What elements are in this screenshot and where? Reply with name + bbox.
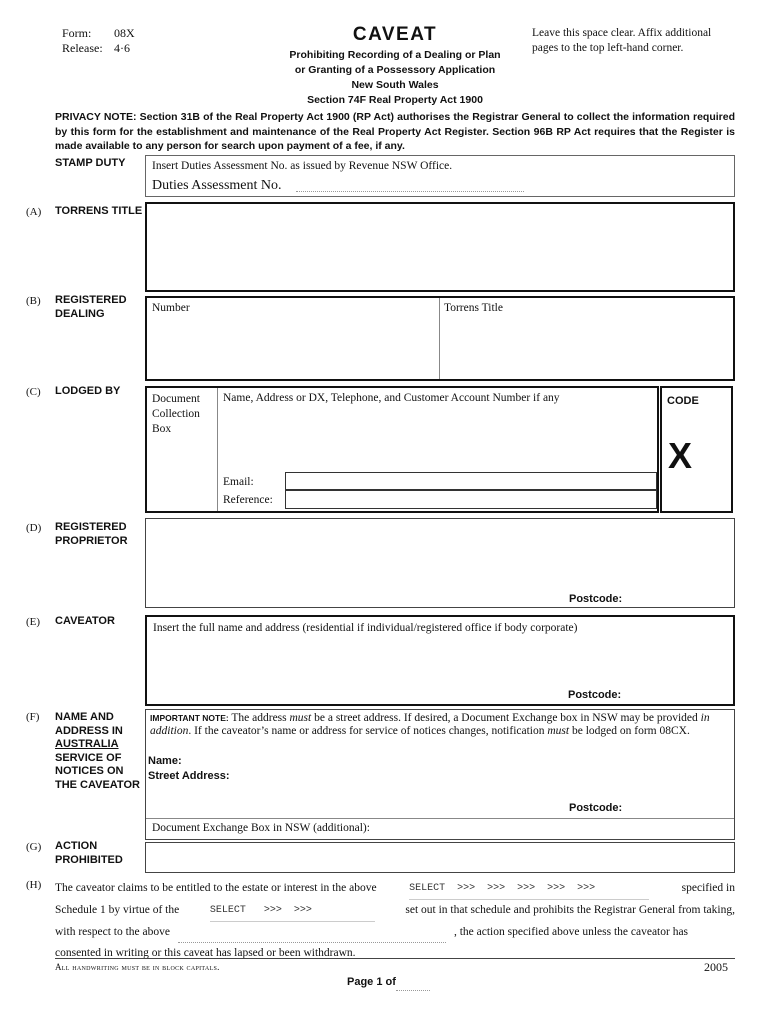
clause-text — [55, 878, 735, 964]
action-prohibited-field[interactable] — [145, 842, 735, 873]
lodged-by-box — [145, 386, 659, 513]
document-exchange-label: Document Exchange Box in NSW (additional): — [152, 822, 370, 834]
code-box — [660, 386, 733, 513]
page-total-input[interactable] — [396, 978, 430, 991]
clause-line: consented in writing or this caveat has lapsed or been withdrawn. — [55, 947, 356, 959]
form-label: Form: — [62, 26, 92, 40]
subtitle-line: Prohibiting Recording of a Dealing or Plan — [289, 49, 501, 61]
lodger-details-hint: Name, Address or DX, Telephone, and Customer Account Number if any — [223, 392, 560, 404]
virtue-select[interactable]: SELECT >>> >>> — [210, 900, 375, 922]
torrens-title-column-label: Torrens Title — [444, 302, 503, 314]
torrens-title-label: TORRENS TITLE — [55, 205, 143, 217]
reference-label: Reference: — [223, 494, 273, 506]
stamp-duty-box[interactable] — [145, 155, 735, 197]
dealing-torrens-title-input[interactable] — [441, 298, 733, 379]
important-text: be lodged on form 08CX. — [571, 725, 690, 737]
lodged-by-label: LODGED BY — [55, 385, 121, 397]
important-text: The address — [231, 712, 287, 724]
important-note — [150, 712, 728, 738]
service-name-input[interactable] — [186, 754, 726, 768]
clause-line: with respect to the above — [55, 926, 170, 938]
release-label: Release: — [62, 41, 103, 55]
duties-assessment-label: Duties Assessment No. — [152, 178, 282, 193]
torrens-title-field[interactable] — [145, 202, 735, 292]
clause-line: set out in that schedule and prohibits the Registrar General from taking, — [405, 904, 735, 916]
footer-rule — [55, 958, 735, 959]
section-letter: (B) — [26, 295, 41, 307]
clause-line: Schedule 1 by virtue of the — [55, 904, 180, 916]
number-column-label: Number — [152, 302, 190, 314]
service-street-input[interactable] — [236, 769, 726, 801]
form-value: 08X — [114, 26, 135, 40]
document-collection-box-label: Document Collection Box — [152, 393, 200, 435]
duties-assessment-input[interactable] — [296, 191, 524, 192]
important-text: . If the caveator’s name or address for service of notices changes, notification — [188, 725, 545, 737]
corner-note-line: Leave this space clear. Affix additional — [532, 27, 712, 39]
section-letter: (E) — [26, 616, 41, 628]
email-label: Email: — [223, 476, 254, 488]
label-line: NOTICES ON — [55, 765, 124, 777]
stamp-duty-hint: Insert Duties Assessment No. as issued by Revenue NSW Office. — [152, 160, 453, 172]
section-letter: (F) — [26, 711, 40, 723]
name-label: Name: — [148, 755, 182, 767]
registered-proprietor-field[interactable] — [145, 518, 735, 608]
important-emphasis: must — [547, 725, 570, 737]
section-letter: (C) — [26, 386, 41, 398]
clause-line: , the action specified above unless the caveator has — [453, 926, 689, 938]
respect-input[interactable] — [178, 922, 446, 943]
street-address-label: Street Address: — [148, 770, 230, 782]
page-title: CAVEAT — [352, 24, 438, 45]
interest-select[interactable]: SELECT >>> >>> >>> >>> >>> — [409, 878, 649, 900]
label-line: NAME AND — [55, 711, 114, 723]
section-letter: (G) — [26, 841, 42, 853]
label-line: SERVICE OF — [55, 751, 122, 764]
document-exchange-input[interactable] — [396, 820, 726, 836]
dealing-number-input[interactable] — [147, 298, 437, 379]
corner-note-line: pages to the top left-hand corner. — [532, 42, 684, 54]
section-letter: (D) — [26, 522, 42, 534]
postcode-label: Postcode: — [569, 593, 623, 605]
caveator-hint: Insert the full name and address (residential if individual/registered office if body corporate) — [153, 622, 578, 634]
footer-note: All handwriting must be in block capitals. — [55, 962, 220, 972]
clause-line: specified in — [681, 882, 735, 894]
email-input[interactable] — [285, 472, 657, 490]
caveator-label: CAVEATOR — [55, 615, 115, 627]
action-prohibited-label: ACTION PROHIBITED — [55, 840, 123, 866]
column-divider — [439, 298, 440, 379]
subtitle-line: New South Wales — [351, 79, 439, 91]
code-value: X — [668, 435, 693, 476]
service-address-box — [145, 709, 735, 840]
footer-year: 2005 — [704, 960, 728, 974]
title-block — [260, 24, 530, 108]
registered-dealing-label: REGISTERED DEALING — [55, 294, 127, 320]
corner-note — [532, 26, 711, 56]
release-value: 4·6 — [114, 41, 130, 55]
section-letter: (A) — [26, 206, 42, 218]
subtitle-line: Section 74F Real Property Act 1900 — [307, 94, 483, 106]
service-address-label — [55, 711, 140, 792]
important-note-label: IMPORTANT NOTE: — [150, 713, 229, 723]
label-line: THE CAVEATOR — [55, 778, 140, 791]
registered-proprietor-label: REGISTERED PROPRIETOR — [55, 521, 128, 547]
stamp-duty-label: STAMP DUTY — [55, 157, 126, 169]
page-number-label: Page 1 of — [347, 976, 396, 988]
column-divider — [217, 388, 218, 511]
registered-dealing-box — [145, 296, 735, 381]
important-emphasis: in addition — [150, 712, 710, 737]
clause-line: The caveator claims to be entitled to the estate or interest in the above — [55, 882, 377, 894]
caveator-field[interactable] — [145, 615, 735, 706]
postcode-label: Postcode: — [569, 802, 623, 814]
divider — [146, 818, 734, 819]
code-label: CODE — [667, 395, 699, 407]
important-emphasis: must — [289, 712, 312, 724]
section-letter: (H) — [26, 879, 42, 891]
form-info — [62, 26, 135, 56]
subtitle-line: or Granting of a Possessory Application — [294, 64, 496, 76]
label-line: ADDRESS IN — [55, 724, 123, 737]
important-text: be a street address. If desired, a Document Exchange box in NSW may be provided — [314, 712, 698, 724]
label-line: AUSTRALIA — [55, 738, 119, 750]
reference-input[interactable] — [285, 490, 657, 509]
privacy-note: PRIVACY NOTE: Section 31B of the Real Property Act 1900 (RP Act) authorises the Registrar General to collect the information required by this form for the establishment and maintenance of the Real Property Act Register. Section 96B RP Act requires that the Register is made available to any person for search upon payment of a fee, if any. — [55, 111, 735, 152]
postcode-label: Postcode: — [568, 689, 622, 701]
